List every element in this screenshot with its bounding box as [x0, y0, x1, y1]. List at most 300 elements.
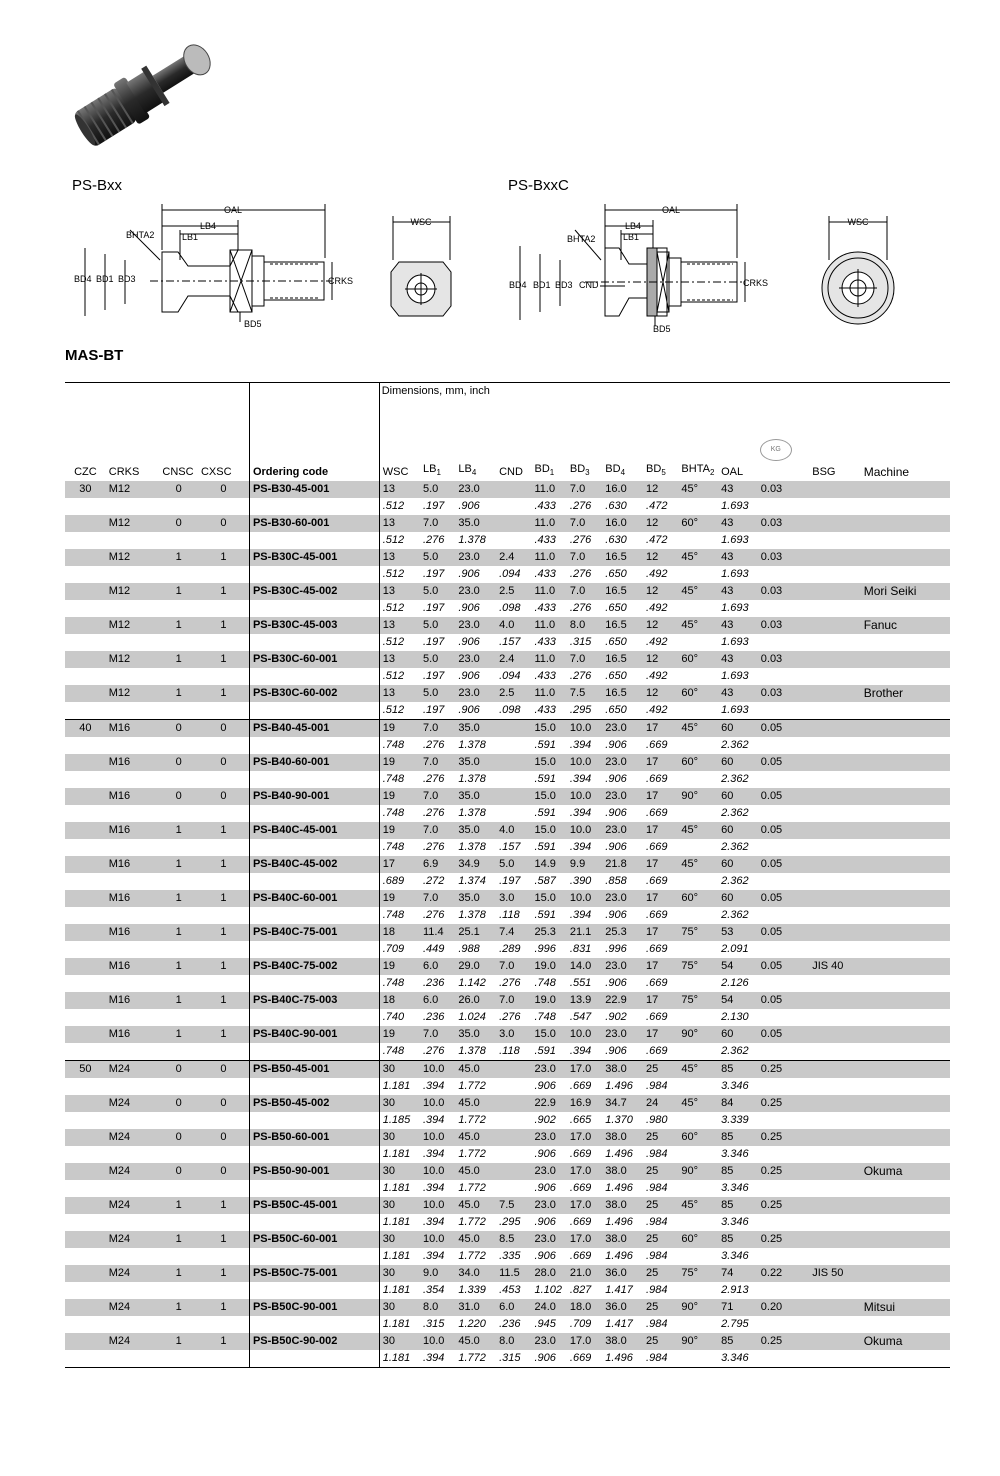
cell-empty [809, 737, 860, 754]
cell-cnd [496, 1061, 531, 1079]
cell-cnd: 5.0 [496, 856, 531, 873]
cell-lb1: 10.0 [420, 1231, 455, 1248]
cell-oal: 60 [718, 822, 758, 839]
table-row-inch [65, 907, 950, 924]
cell-wsc: 13 [379, 515, 420, 532]
cell-bhta2: 90° [678, 1026, 718, 1043]
cell-wsc: 19 [379, 720, 420, 738]
cell-empty [758, 771, 809, 788]
cell-bd5: 25 [643, 1333, 678, 1350]
cell-empty [809, 1248, 860, 1265]
cell-bd1: 11.0 [532, 549, 567, 566]
cell-lb4-inch: 1.374 [458, 875, 486, 888]
cell-wsc: 30 [379, 1197, 420, 1214]
cell-crks: M16 [106, 992, 160, 1009]
cell-oal-inch: 2.126 [721, 977, 749, 990]
table-row [65, 754, 950, 771]
cell-bhta2: 60° [678, 651, 718, 668]
cell-empty [249, 1043, 379, 1061]
cell-lb4: 35.0 [455, 754, 496, 771]
cell-bd3-inch: .276 [569, 568, 592, 581]
cell-ordering-code: PS-B50-90-001 [249, 1163, 379, 1180]
cell-empty [159, 1248, 198, 1265]
cell-bd5: 25 [643, 1163, 678, 1180]
cell-wsc-inch: .740 [379, 1009, 420, 1026]
cell-crks: M24 [106, 1333, 160, 1350]
cell-bhta2: 90° [678, 1163, 718, 1180]
cell-bd1-inch: .906 [534, 1352, 556, 1365]
cell-oal: 60 [718, 754, 758, 771]
cell-empty [159, 839, 198, 856]
cell-empty [809, 941, 860, 958]
cell-bhta2-inch [678, 1248, 718, 1265]
col-bd4: $BD_4$ [605, 463, 626, 478]
cell-empty [65, 873, 106, 890]
table-row-inch [65, 634, 950, 651]
cell-bd5-inch: .984 [646, 1148, 668, 1161]
cell-bsg [809, 1299, 860, 1316]
cell-bhta2: 75° [678, 992, 718, 1009]
cell-empty [65, 1146, 106, 1163]
right-variant-label: PS-BxxC [508, 177, 569, 194]
cell-empty [249, 1248, 379, 1265]
cell-wsc-inch: .748 [379, 975, 420, 992]
col-machine: Machine [863, 465, 910, 480]
cell-lb4: 45.0 [455, 1095, 496, 1112]
cell-czc [65, 651, 106, 668]
cell-lb4: 45.0 [455, 1061, 496, 1079]
cell-cnd-inch: .157 [499, 841, 521, 854]
cell-empty [198, 839, 249, 856]
cell-lb1-inch: .449 [422, 943, 445, 956]
cell-empty [159, 941, 198, 958]
cell-wsc-inch: 1.181 [379, 1146, 420, 1163]
cell-bsg [809, 788, 860, 805]
cell-bd5-inch: .984 [646, 1318, 668, 1331]
cell-bd1: 15.0 [532, 822, 567, 839]
table-row [65, 1129, 950, 1146]
table-row-inch [65, 975, 950, 992]
cell-bd5-inch: .492 [646, 568, 668, 581]
cell-empty [198, 975, 249, 992]
table-row-inch [65, 1282, 950, 1299]
cell-wsc: 30 [379, 1095, 420, 1112]
cell-bhta2-inch [678, 1214, 718, 1231]
cell-wsc-inch: .709 [379, 941, 420, 958]
cell-bd3: 17.0 [567, 1061, 602, 1079]
cell-empty [198, 1180, 249, 1197]
cell-bd1-inch: .433 [534, 704, 556, 717]
cell-bd1: 25.3 [532, 924, 567, 941]
cell-bd4-inch: .650 [605, 670, 627, 683]
cell-empty [809, 1180, 860, 1197]
pull-stud-table [65, 382, 950, 1368]
cell-wsc: 30 [379, 1333, 420, 1350]
cell-empty [809, 1350, 860, 1367]
svg-text:LB1: LB1 [623, 232, 640, 242]
cell-crks: M16 [106, 890, 160, 907]
cell-oal: 43 [718, 583, 758, 600]
cell-cnsc: 0 [159, 720, 198, 738]
cell-lb4: 45.0 [455, 1231, 496, 1248]
table-row-inch [65, 532, 950, 549]
cell-bd4-inch: .906 [605, 909, 627, 922]
cell-oal: 60 [718, 1026, 758, 1043]
cell-lb4-inch: 1.378 [458, 909, 486, 922]
cell-bd3: 10.0 [567, 754, 602, 771]
cell-oal-inch: 1.693 [721, 568, 749, 581]
cell-bd3-inch: .276 [569, 534, 592, 547]
cell-wsc-inch: 1.181 [379, 1350, 420, 1367]
cell-lb1: 10.0 [420, 1163, 455, 1180]
table-row-inch [65, 1316, 950, 1333]
kg-icon: KG [760, 439, 792, 461]
cell-lb1-inch: .276 [422, 807, 445, 820]
cell-ordering-code: PS-B40C-75-002 [249, 958, 379, 975]
cell-bd3: 10.0 [567, 1026, 602, 1043]
cell-empty [758, 839, 809, 856]
ps-bxxc-diagram [505, 200, 805, 340]
cell-bd3-inch: .831 [569, 943, 592, 956]
cell-bd1: 11.0 [532, 481, 567, 498]
cell-oal-inch: 3.346 [721, 1352, 749, 1365]
cell-empty [249, 600, 379, 617]
cell-wsc: 17 [379, 856, 420, 873]
cell-bd4: 38.0 [602, 1129, 643, 1146]
cell-oal-inch: 1.693 [721, 534, 749, 547]
cell-empty [198, 532, 249, 549]
col-bsg: BSG [812, 466, 836, 479]
cell-bhta2: 45° [678, 617, 718, 634]
cell-empty [249, 839, 379, 856]
cell-cnd: 3.0 [496, 1026, 531, 1043]
col-cxsc: CXSC [200, 466, 232, 479]
cell-oal-inch: 2.795 [721, 1318, 749, 1331]
col-oal: OAL [721, 466, 744, 479]
cell-bd4-inch: 1.496 [605, 1182, 633, 1195]
cell-wsc-inch: .748 [379, 1043, 420, 1061]
table-row-inch [65, 1043, 950, 1061]
cell-empty [758, 668, 809, 685]
cell-crks: M24 [106, 1163, 160, 1180]
cell-ordering-code: PS-B50-45-002 [249, 1095, 379, 1112]
cell-empty [249, 1350, 379, 1367]
cell-empty [106, 1009, 160, 1026]
cell-cxsc: 1 [198, 1197, 249, 1214]
cell-lb4: 23.0 [455, 481, 496, 498]
cell-cnd-inch: .118 [499, 909, 520, 922]
cell-lb4-inch: 1.772 [458, 1352, 486, 1365]
cell-cnd-inch: .197 [499, 875, 521, 888]
ps-bxx-end-view [385, 210, 465, 320]
cell-wsc-inch: .748 [379, 771, 420, 788]
table-row [65, 651, 950, 668]
cell-empty [198, 771, 249, 788]
cell-cnsc: 1 [159, 924, 198, 941]
cell-lb4-inch: .906 [458, 670, 480, 683]
cell-crks: M12 [106, 617, 160, 634]
cell-bd5: 25 [643, 1299, 678, 1316]
cell-empty [198, 702, 249, 720]
cell-cxsc: 1 [198, 651, 249, 668]
table-row-inch [65, 1350, 950, 1367]
cell-bd1-inch: 1.102 [534, 1284, 563, 1297]
cell-bd4-inch: .906 [605, 807, 627, 820]
cell-oal-inch: 1.693 [721, 704, 749, 717]
cell-bhta2: 45° [678, 583, 718, 600]
cell-bhta2-inch [678, 1146, 718, 1163]
cell-bd3-inch: .669 [569, 1182, 592, 1195]
cell-oal-inch: 2.362 [721, 909, 749, 922]
cell-cxsc: 1 [198, 924, 249, 941]
cell-kg: 0.20 [758, 1299, 809, 1316]
cell-oal: 43 [718, 549, 758, 566]
cell-kg: 0.05 [758, 720, 809, 738]
cell-lb1-inch: .276 [422, 841, 445, 854]
cell-wsc-inch: .689 [379, 873, 420, 890]
cell-lb4: 23.0 [455, 583, 496, 600]
cell-cnd-inch: .094 [499, 670, 521, 683]
cell-empty [758, 532, 809, 549]
cell-lb4-inch: 1.378 [458, 1045, 486, 1058]
cell-bd4: 23.0 [602, 754, 643, 771]
cell-bd5-inch: .669 [646, 977, 668, 990]
cell-bd1: 22.9 [532, 1095, 567, 1112]
cell-machine [861, 1265, 950, 1282]
cell-bhta2-inch [678, 1043, 718, 1061]
cell-wsc-inch: .512 [379, 566, 420, 583]
cell-empty [198, 498, 249, 515]
cell-oal: 85 [718, 1129, 758, 1146]
cell-empty [758, 941, 809, 958]
cell-empty [249, 805, 379, 822]
cell-empty [861, 1316, 950, 1333]
cell-wsc: 13 [379, 685, 420, 702]
cell-lb4: 23.0 [455, 617, 496, 634]
cell-cnsc: 0 [159, 754, 198, 771]
cell-oal: 43 [718, 617, 758, 634]
cell-empty [106, 907, 160, 924]
cell-empty [758, 634, 809, 651]
cell-crks: M24 [106, 1197, 160, 1214]
cell-empty [65, 634, 106, 651]
cell-ordering-code: PS-B30-60-001 [249, 515, 379, 532]
cell-empty [249, 941, 379, 958]
cell-bd3: 8.0 [567, 617, 602, 634]
cell-lb1: 6.0 [420, 992, 455, 1009]
cell-machine [861, 481, 950, 498]
cell-empty [159, 1282, 198, 1299]
cell-bd5-inch: .669 [646, 1011, 668, 1024]
cell-kg: 0.05 [758, 958, 809, 975]
cell-cnsc: 1 [159, 822, 198, 839]
cell-bd4-inch: .630 [605, 500, 627, 513]
cell-empty [106, 1146, 160, 1163]
cell-empty [861, 532, 950, 549]
cell-empty [861, 566, 950, 583]
cell-empty [159, 1043, 198, 1061]
cell-czc [65, 1265, 106, 1282]
cell-cnd [496, 481, 531, 498]
cell-bd3-inch: .394 [569, 773, 592, 786]
cell-kg: 0.25 [758, 1129, 809, 1146]
cell-cnd-inch [496, 737, 531, 754]
cell-kg: 0.25 [758, 1095, 809, 1112]
cell-lb4: 45.0 [455, 1197, 496, 1214]
cell-wsc-inch: 1.181 [379, 1282, 420, 1299]
cell-bd4-inch: 1.417 [605, 1318, 633, 1331]
cell-bd1: 11.0 [532, 617, 567, 634]
cell-empty [65, 1112, 106, 1129]
cell-crks: M12 [106, 515, 160, 532]
cell-bd3: 13.9 [567, 992, 602, 1009]
cell-lb1: 5.0 [420, 617, 455, 634]
cell-bd3-inch: .669 [569, 1250, 592, 1263]
cell-empty [159, 1316, 198, 1333]
cell-oal: 85 [718, 1061, 758, 1079]
cell-bd3-inch: .295 [569, 704, 592, 717]
cell-bd5: 12 [643, 481, 678, 498]
cell-lb4: 34.9 [455, 856, 496, 873]
cell-bd4: 23.0 [602, 890, 643, 907]
cell-empty [198, 1043, 249, 1061]
cell-bd4-inch: .906 [605, 739, 627, 752]
cell-bd1: 15.0 [532, 1026, 567, 1043]
cell-oal-inch: 2.362 [721, 875, 749, 888]
cell-bd3-inch: .315 [569, 636, 592, 649]
cell-cnd-inch: .098 [499, 704, 521, 717]
cell-bd4-inch: 1.496 [605, 1250, 633, 1263]
cell-bhta2-inch [678, 873, 718, 890]
cell-empty [809, 771, 860, 788]
cell-empty [106, 1112, 160, 1129]
cell-empty [249, 1180, 379, 1197]
ps-bxx-diagram [70, 200, 370, 340]
cell-lb1-inch: .236 [422, 977, 445, 990]
cell-machine [861, 958, 950, 975]
cell-empty [106, 1214, 160, 1231]
cell-bhta2-inch [678, 941, 718, 958]
table-row-inch [65, 805, 950, 822]
col-lb4: $LB_4$ [458, 463, 477, 478]
cell-bd3: 21.1 [567, 924, 602, 941]
cell-cnd: 11.5 [496, 1265, 531, 1282]
cell-crks: M24 [106, 1231, 160, 1248]
pull-stud-photo [65, 30, 225, 150]
cell-empty [861, 634, 950, 651]
cell-lb4: 25.1 [455, 924, 496, 941]
cell-cnsc: 1 [159, 856, 198, 873]
cell-bhta2: 90° [678, 1333, 718, 1350]
cell-empty [809, 668, 860, 685]
cell-bd5-inch: .669 [646, 875, 668, 888]
cell-crks: M16 [106, 1026, 160, 1043]
cell-cnsc: 0 [159, 1163, 198, 1180]
cell-bd5-inch: .669 [646, 1045, 668, 1058]
cell-wsc-inch: 1.181 [379, 1078, 420, 1095]
cell-bd5: 17 [643, 992, 678, 1009]
cell-ordering-code: PS-B30C-45-001 [249, 549, 379, 566]
cell-bd5-inch: .669 [646, 739, 668, 752]
cell-cnd: 7.0 [496, 958, 531, 975]
cell-bd1: 11.0 [532, 685, 567, 702]
cell-empty [758, 1350, 809, 1367]
cell-bsg [809, 617, 860, 634]
cell-czc [65, 583, 106, 600]
cell-empty [198, 668, 249, 685]
cell-ordering-code: PS-B30-45-001 [249, 481, 379, 498]
cell-bd5: 17 [643, 924, 678, 941]
cell-lb4: 35.0 [455, 788, 496, 805]
cell-lb4-inch: .906 [458, 568, 480, 581]
cell-cxsc: 1 [198, 890, 249, 907]
cell-bd3-inch: .276 [569, 500, 592, 513]
cell-bd5-inch: .669 [646, 807, 668, 820]
table-row-inch [65, 1078, 950, 1095]
cell-empty [861, 1248, 950, 1265]
table-row [65, 1026, 950, 1043]
cell-oal: 60 [718, 788, 758, 805]
cell-lb1: 7.0 [420, 822, 455, 839]
cell-empty [758, 1214, 809, 1231]
cell-kg: 0.25 [758, 1163, 809, 1180]
cell-bd5: 12 [643, 549, 678, 566]
cell-bd3-inch: .394 [569, 1045, 592, 1058]
cell-lb1: 5.0 [420, 549, 455, 566]
col-lb1: $LB_1$ [422, 463, 441, 478]
cell-ordering-code: PS-B50C-75-001 [249, 1265, 379, 1282]
cell-lb1: 10.0 [420, 1095, 455, 1112]
cell-bd3: 21.0 [567, 1265, 602, 1282]
cell-bsg [809, 1197, 860, 1214]
cell-cnd-inch: .236 [499, 1318, 521, 1331]
cell-bd1-inch: .591 [534, 807, 556, 820]
cell-cxsc: 0 [198, 515, 249, 532]
cell-wsc-inch: 1.181 [379, 1214, 420, 1231]
cell-oal: 53 [718, 924, 758, 941]
cell-bd5: 12 [643, 583, 678, 600]
cell-bd1: 19.0 [532, 992, 567, 1009]
cell-bd5: 25 [643, 1265, 678, 1282]
cell-bd4-inch: .650 [605, 704, 627, 717]
cell-empty [249, 737, 379, 754]
cell-empty [249, 873, 379, 890]
cell-bd1-inch: .906 [534, 1080, 556, 1093]
cell-oal-inch: 2.130 [721, 1011, 749, 1024]
cell-cnd [496, 1129, 531, 1146]
cell-bd5-inch: .984 [646, 1352, 668, 1365]
cell-oal: 85 [718, 1163, 758, 1180]
table-row [65, 822, 950, 839]
cell-bd1: 23.0 [532, 1061, 567, 1079]
cell-bd3: 17.0 [567, 1163, 602, 1180]
table-row [65, 1299, 950, 1316]
cell-cxsc: 1 [198, 1231, 249, 1248]
cell-bd4: 36.0 [602, 1265, 643, 1282]
cell-wsc-inch: .512 [379, 532, 420, 549]
cell-bd1: 15.0 [532, 890, 567, 907]
cell-bd5-inch: .492 [646, 602, 668, 615]
cell-bd4: 16.0 [602, 515, 643, 532]
cell-lb4: 23.0 [455, 549, 496, 566]
cell-bhta2-inch [678, 1350, 718, 1367]
cell-bsg [809, 1026, 860, 1043]
cell-oal-inch: 3.346 [721, 1216, 749, 1229]
cell-bhta2: 45° [678, 856, 718, 873]
cell-wsc-inch: .512 [379, 634, 420, 651]
cell-machine [861, 1231, 950, 1248]
cell-czc [65, 1299, 106, 1316]
